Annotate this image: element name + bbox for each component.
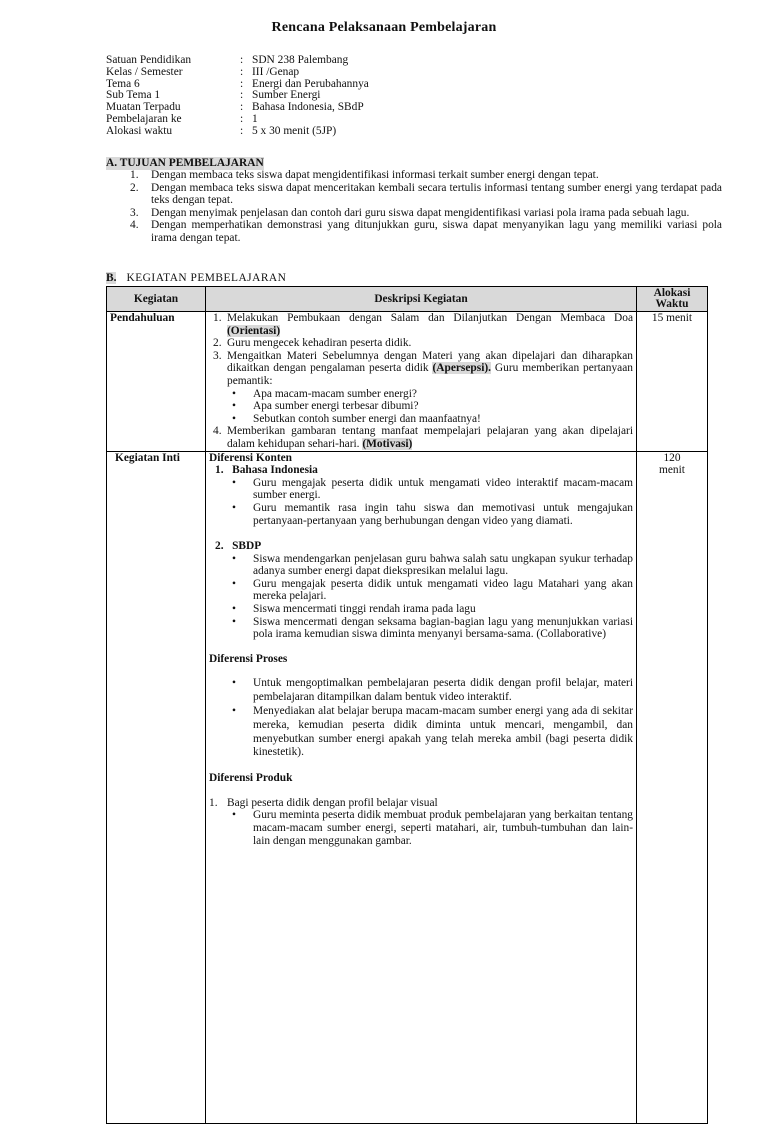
- question-item: [209, 413, 633, 426]
- produk-bullets: [209, 809, 633, 847]
- list-item: [209, 603, 633, 616]
- subject-title: Bahasa Indonesia: [232, 464, 318, 477]
- item-text: Mengaitkan Materi Sebelumnya dengan Materi yang akan dipelajari dan diharapkan dikaitkan dengan pengalaman peserta didik: [227, 349, 633, 375]
- header-kegiatan: Kegiatan: [107, 287, 206, 312]
- item-number: 3.: [213, 349, 222, 362]
- bullet-text: Guru memantik rasa ingin tahu siswa dan memotivasi untuk mengajukan pertanyaan-pertanyaan yang berhubungan dengan video yang diamati.: [253, 501, 633, 527]
- identity-value: Bahasa Indonesia, SBdP: [252, 101, 364, 114]
- identity-key: Muatan Terpadu: [106, 101, 181, 114]
- pendahuluan-time: 15 menit: [637, 312, 708, 452]
- goal-text: Dengan menyimak penjelasan dan contoh dari guru siswa dapat mengidentifikasi variasi pola irama pada sebuah lagu.: [151, 206, 690, 219]
- list-item: [209, 502, 633, 527]
- item-text: Melakukan Pembukaan dengan Salam dan Dilanjutkan Dengan Membaca Doa: [227, 312, 633, 324]
- bullet-text: Menyediakan alat belajar berupa macam-macam sumber energi yang ada di sekitar mereka, kemudian peserta didik diminta untuk mencari, mengambil, dan menyebutkan sumber energi apakah yang telah mereka ambil (bagi peserta didik kinestetik).: [253, 705, 633, 759]
- identity-key: Kelas / Semester: [106, 65, 183, 78]
- bullet-icon: •: [232, 501, 236, 514]
- bullet-icon: •: [232, 552, 236, 565]
- identity-row: [106, 114, 369, 126]
- table-header-row: [107, 287, 708, 312]
- identity-colon: :: [240, 54, 244, 66]
- goal-text: Dengan membaca teks siswa dapat mengidentifikasi informasi terkait sumber energi dengan tepat.: [151, 169, 599, 181]
- goal-item: [130, 219, 722, 244]
- bullet-icon: •: [232, 603, 236, 616]
- question-list: [209, 388, 633, 426]
- identity-colon: :: [240, 65, 244, 78]
- list-item: [209, 350, 633, 426]
- bullet-text: Siswa mendengarkan penjelasan guru bahwa salah satu ungkapan syukur terhadap adanya sumber energi dapat diekspresikan melalui lagu.: [253, 552, 633, 578]
- identity-key: Satuan Pendidikan: [106, 54, 192, 66]
- proses-heading: Diferensi Proses: [209, 652, 288, 665]
- item-number: 2.: [213, 337, 222, 350]
- bi-bullets: [209, 477, 633, 527]
- bullet-text: Untuk mengoptimalkan pembelajaran peserta didik dengan profil belajar, materi pembelajaran ditampilkan dalam bentuk video interaktif.: [253, 677, 633, 704]
- list-item: [209, 809, 633, 847]
- document-title: Rencana Pelaksanaan Pembelajaran: [271, 20, 497, 35]
- bullet-icon: •: [232, 577, 236, 590]
- section-b-text: KEGIATAN PEMBELAJARAN: [126, 272, 287, 284]
- item-text: Guru mengecek kehadiran peserta didik.: [227, 337, 412, 350]
- header-deskripsi: Deskripsi Kegiatan: [206, 287, 637, 312]
- goal-number: 3.: [130, 206, 139, 219]
- list-item: [209, 312, 633, 337]
- identity-key: Alokasi waktu: [106, 124, 173, 137]
- proses-bullets: [209, 677, 633, 760]
- produk-list: [209, 797, 633, 847]
- pendahuluan-description: [206, 312, 637, 452]
- table-row-inti: [107, 451, 708, 1123]
- bullet-text: Siswa mencermati tinggi rendah irama pada lagu: [253, 603, 476, 616]
- list-item: [209, 578, 633, 603]
- inti-label: Kegiatan Inti: [107, 451, 206, 1123]
- question-item: [209, 388, 633, 401]
- identity-row: [106, 67, 369, 79]
- identity-value: 1: [252, 112, 258, 125]
- list-item: [209, 677, 633, 705]
- inti-description: [206, 451, 637, 1123]
- identity-block: [106, 55, 369, 138]
- item-text: Bagi peserta didik dengan profil belajar visual: [227, 796, 438, 809]
- goal-number: 2.: [130, 181, 139, 194]
- identity-value: SDN 238 Palembang: [252, 54, 349, 66]
- goal-text: Dengan membaca teks siswa dapat menceritakan kembali secara tertulis informasi tentang sumber energi yang terdapat pada teks dengan tepat.: [151, 181, 722, 207]
- item-text-tail: Guru memberikan pertanyaan pemantik:: [227, 362, 633, 387]
- identity-row: [106, 126, 369, 138]
- konten-heading: Diferensi Konten: [209, 451, 292, 464]
- subject-title: SBDP: [232, 540, 262, 553]
- goal-item: [130, 207, 722, 220]
- identity-value: Sumber Energi: [252, 89, 321, 102]
- bullet-icon: •: [232, 387, 236, 400]
- table-row-pendahuluan: [107, 312, 708, 452]
- bullet-text: Guru meminta peserta didik membuat produk pembelajaran yang berkaitan tentang macam-macam sumber energi, seperti matahari, air, tumbuh-tumbuhan dan lain-lain dengan menggunakan gambar.: [253, 809, 633, 847]
- section-a-heading: A. TUJUAN PEMBELAJARAN: [106, 157, 264, 169]
- goal-number: 1.: [130, 169, 139, 181]
- header-alokasi: Alokasi Waktu: [637, 287, 708, 312]
- bullet-text: Guru mengajak peserta didik untuk mengamati video lagu Matahari yang akan mereka pelajari.: [253, 577, 633, 603]
- bullet-icon: •: [232, 476, 236, 489]
- bullet-icon: •: [232, 400, 236, 413]
- stage-tag: (Orientasi): [227, 324, 281, 337]
- list-item: [209, 797, 633, 847]
- goal-number: 4.: [130, 219, 139, 232]
- item-number: 1.: [213, 312, 222, 324]
- identity-value: Energi dan Perubahannya: [252, 77, 369, 90]
- question-item: [209, 400, 633, 413]
- bullet-icon: •: [232, 615, 236, 628]
- question-text: Apa macam-macam sumber energi?: [253, 387, 417, 400]
- identity-colon: :: [240, 89, 244, 102]
- question-text: Sebutkan contoh sumber energi dan maanfaatnya!: [253, 412, 481, 425]
- bullet-icon: •: [232, 809, 236, 822]
- goal-text: Dengan memperhatikan demonstrasi yang ditunjukkan guru, siswa dapat menyanyikan lagu yang memiliki variasi pola irama dengan tepat.: [151, 219, 722, 244]
- goal-item: [130, 169, 722, 182]
- section-b-letter: B.: [106, 272, 117, 284]
- pendahuluan-list: [209, 312, 633, 451]
- list-item: [209, 477, 633, 502]
- subject-heading-sbdp: [209, 540, 633, 553]
- activity-table: [106, 286, 708, 1124]
- identity-colon: :: [240, 101, 244, 114]
- list-item: [209, 337, 633, 350]
- question-text: Apa sumber energi terbesar dibumi?: [253, 400, 419, 413]
- bullet-icon: •: [232, 705, 236, 718]
- list-item: [209, 425, 633, 450]
- list-item: [209, 616, 633, 641]
- subject-heading-bi: [209, 464, 633, 477]
- subject-number: 1.: [215, 464, 224, 477]
- item-number: 1.: [209, 796, 218, 809]
- stage-tag: (Motivasi): [362, 437, 413, 450]
- identity-key: Sub Tema 1: [106, 89, 161, 102]
- inti-time: 120 menit: [637, 451, 708, 1123]
- sbdp-bullets: [209, 553, 633, 641]
- identity-value: III /Genap: [252, 65, 300, 78]
- identity-colon: :: [240, 124, 244, 137]
- pendahuluan-label: Pendahuluan: [107, 312, 206, 452]
- identity-colon: :: [240, 77, 244, 90]
- bullet-icon: •: [232, 412, 236, 425]
- goals-list: [130, 169, 722, 245]
- identity-colon: :: [240, 112, 244, 125]
- bullet-text: Guru mengajak peserta didik untuk mengamati video interaktif macam-macam sumber energi.: [253, 476, 633, 502]
- identity-value: 5 x 30 menit (5JP): [252, 124, 337, 137]
- item-text: Memberikan gambaran tentang manfaat mempelajari pelajaran yang akan dipelajari dalam kehidupan sehari-hari.: [227, 425, 633, 450]
- bullet-icon: •: [232, 677, 236, 690]
- list-item: [209, 705, 633, 760]
- goal-item: [130, 182, 722, 207]
- list-item: [209, 553, 633, 578]
- item-number: 4.: [213, 425, 222, 438]
- produk-heading: Diferensi Produk: [209, 772, 293, 785]
- identity-key: Tema 6: [106, 77, 140, 90]
- subject-number: 2.: [215, 540, 224, 553]
- section-b-heading: [106, 272, 286, 285]
- identity-key: Pembelajaran ke: [106, 112, 182, 125]
- stage-tag: (Apersepsi).: [432, 362, 491, 375]
- bullet-text: Siswa mencermati dengan seksama bagian-bagian lagu yang menunjukkan variasi pola irama kemudian siswa diminta menyanyi bersama-sama. (Collaborative): [253, 615, 633, 641]
